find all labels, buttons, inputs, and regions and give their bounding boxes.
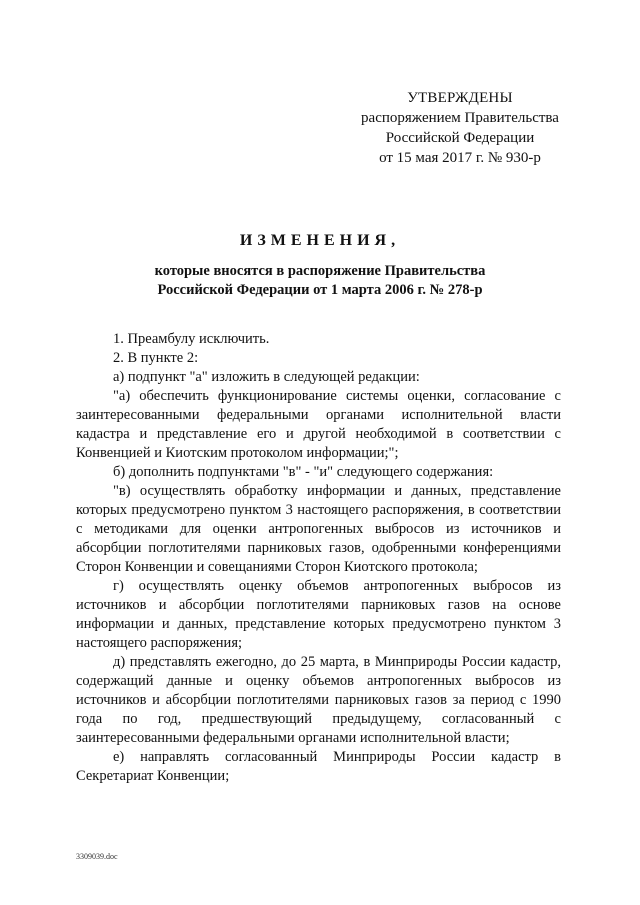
approval-line-3: Российской Федерации (385, 130, 535, 146)
document-body (76, 330, 561, 786)
paragraph-7: г) осуществлять оценку объемов антропогенных выбросов из источников и абсорбции поглотителями парниковых газов на основе информации и данных, представление которых предусмотрено пунктом 3 настоящего распоряжения; (76, 578, 561, 651)
paragraph-1: 1. Преамбулу исключить. (113, 331, 270, 347)
approval-block (340, 88, 580, 168)
approval-heading: УТВЕРЖДЕНЫ (407, 90, 513, 106)
subtitle-line-1: которые вносятся в распоряжение Правительства (154, 263, 486, 279)
paragraph-3: а) подпункт "а" изложить в следующей редакции: (113, 369, 420, 385)
document-subtitle (70, 262, 570, 300)
document-title: ИЗМЕНЕНИЯ, (239, 232, 401, 249)
paragraph-6: "в) осуществлять обработку информации и данных, представление которых предусмотрено пунктом 3 настоящего распоряжения, в соответствии с методиками для оценки антропогенных выбросов из источников и абсорбции поглотителями парниковых газов, одобренными конференциями Сторон Конвенции и совещаниями Сторон Киотского протокола; (76, 483, 561, 575)
paragraph-2: 2. В пункте 2: (113, 350, 199, 366)
paragraph-5: б) дополнить подпунктами "в" - "и" следующего содержания: (113, 464, 494, 480)
paragraph-8: д) представлять ежегодно, до 25 марта, в Минприроды России кадастр, содержащий данные и оценку объемов антропогенных выбросов из источников и абсорбции поглотителями парниковых газов за период с 1990 года по год, предшествующий предыдущему, согласованный с заинтересованными федеральными органами исполнительной власти; (76, 654, 561, 746)
approval-line-2: распоряжением Правительства (361, 110, 559, 126)
paragraph-4: "а) обеспечить функционирование системы оценки, согласование с заинтересованными федеральными органами исполнительной власти кадастра и представление его и другой необходимой в соответствии с Конвенцией и Киотским протоколом информации;"; (76, 388, 561, 461)
file-name-footer: 3309039.doc (76, 852, 118, 861)
subtitle-line-2: Российской Федерации от 1 марта 2006 г. № 278-р (157, 282, 483, 298)
approval-line-4: от 15 мая 2017 г. № 930-р (379, 150, 541, 166)
paragraph-9: е) направлять согласованный Минприроды России кадастр в Секретариат Конвенции; (76, 749, 561, 784)
